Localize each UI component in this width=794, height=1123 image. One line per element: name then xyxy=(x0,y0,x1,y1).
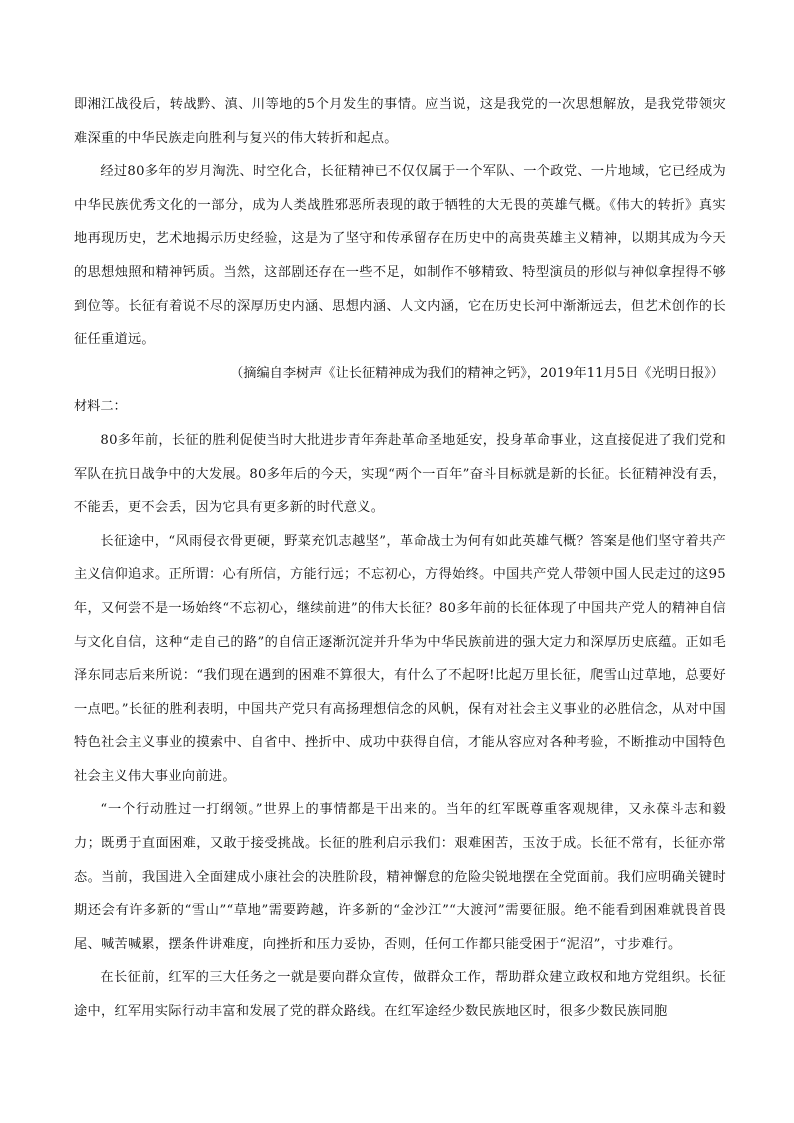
document-page xyxy=(74,88,726,1029)
paragraph-2: 经过80多年的岁月淘洗、时空化合，长征精神已不仅仅属于一个军队、一个政党、一片地域，它已经成为中华民族优秀文化的一部分，成为人类战胜邪恶所表现的敢于牺牲的大无畏的英雄气概。《伟大的转折》真实地再现历史，艺术地揭示历史经验，这是为了坚守和传承留存在历史中的高贵英雄主义精神，以期其成为今天的思想烛照和精神钙质。当然，这部剧还存在一些不足，如制作不够精致、特型演员的形似与神似拿捏得不够到位等。长征有着说不尽的深厚历史内涵、思想内涵、人文内涵，它在历史长河中渐渐远去，但艺术创作的长征任重道远。 xyxy=(74,164,726,348)
material-label: 材料二： xyxy=(74,399,127,415)
paragraph-5: “一个行动胜过一打纲领。”世界上的事情都是干出来的。当年的红军既尊重客观规律，又永葆斗志和毅力；既勇于直面困难，又敢于接受挑战。长征的胜利启示我们：艰难困苦，玉汝于成。长征不常有，长征亦常态。当前，我国进入全面建成小康社会的决胜阶段，精神懈怠的危险尖锐地摆在全党面前。我们应明确关键时期还会有许多新的“雪山”“草地”需要跨越，许多新的“金沙江”“大渡河”需要征服。绝不能看到困难就畏首畏尾、喊苦喊累，摆条件讲难度，向挫折和压力妥协，否则，任何工作都只能受困于“泥沼”，寸步难行。 xyxy=(74,802,726,952)
source-citation: （摘编自李树声《让长征精神成为我们的精神之钙》，2019年11月5日《光明日报》） xyxy=(230,365,724,381)
paragraph-1: 即湘江战役后，转战黔、滇、川等地的5个月发生的事情。应当说，这是我党的一次思想解放，是我党带领灾难深重的中华民族走向胜利与复兴的伟大转折和起点。 xyxy=(74,97,726,146)
paragraph-6: 在长征前，红军的三大任务之一就是要向群众宣传，做群众工作，帮助群众建立政权和地方党组织。长征途中，红军用实际行动丰富和发展了党的群众路线。在红军途经少数民族地区时，很多少数民族同胞 xyxy=(74,970,726,1020)
paragraph-4: 长征途中，“风雨侵衣骨更硬，野菜充饥志越坚”，革命战士为何有如此英雄气概？答案是他们坚守着共产主义信仰追求。正所谓：心有所信，方能行远；不忘初心，方得始终。中国共产党人带领中国人民走过的这95年，又何尝不是一场始终“不忘初心，继续前进”的伟大长征？80多年前的长征体现了中国共产党人的精神自信与文化自信，这种“走自己的路”的自信正逐渐沉淀并升华为中华民族前进的强大定力和深厚历史底蕴。正如毛泽东同志后来所说：“我们现在遇到的困难不算很大，有什么了不起呀!比起万里长征，爬雪山过草地，总要好一点吧。”长征的胜利表明，中国共产党只有高扬理想信念的风帆，保有对社会主义事业的必胜信念，从对中国特色社会主义事业的摸索中、自省中、挫折中、成功中获得自信，才能从容应对各种考验，不断推动中国特色社会主义伟大事业向前进。 xyxy=(74,533,726,784)
paragraph-3: 80多年前，长征的胜利促使当时大批进步青年奔赴革命圣地延安，投身革命事业，这直接促进了我们党和军队在抗日战争中的大发展。80多年后的今天，实现“两个一百年”奋斗目标就是新的长征。长征精神没有丢，不能丢，更不会丢，因为它具有更多新的时代意义。 xyxy=(74,432,726,516)
